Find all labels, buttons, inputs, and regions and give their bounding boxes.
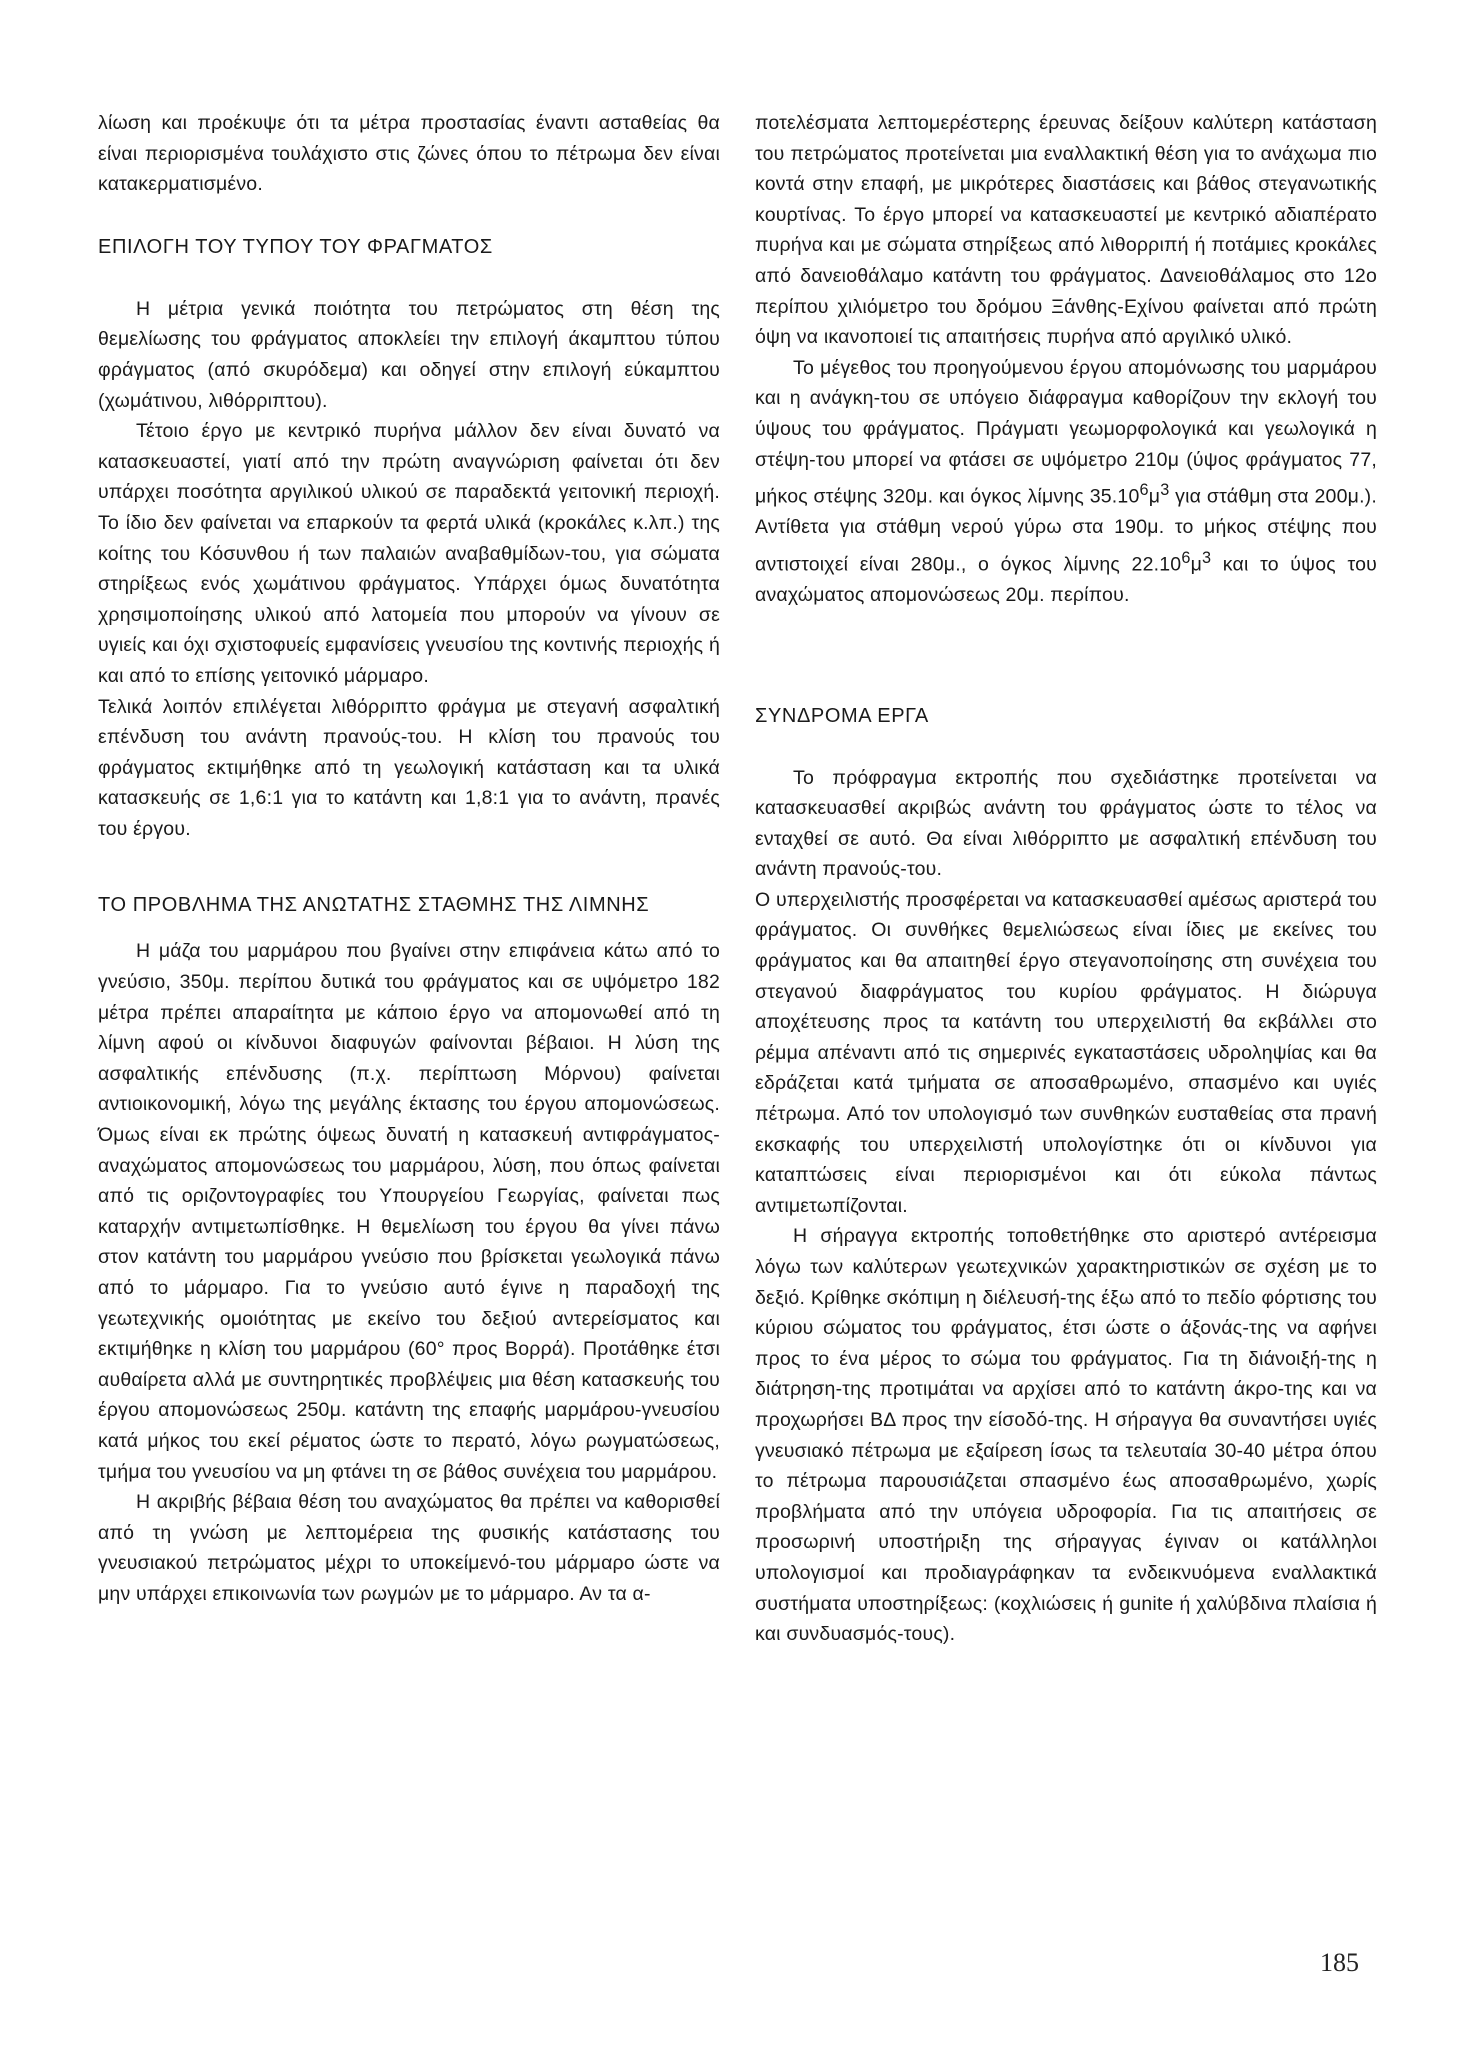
paragraph: λίωση και προέκυψε ότι τα μέτρα προστασίας έναντι ασταθείας θα είναι περιορισμένα τουλάχιστο στις ζώνες όπου το πέτρωμα δεν είναι κατακερματισμένο. bbox=[98, 112, 720, 196]
text-run: Το μέγεθος του προηγούμενου έργου απομόνωσης του μαρμάρου και η ανάγκη-του σε υπόγειο διάφραγμα καθορίζουν την εκλογή του ύψους του φράγματος. Πράγματι γεωμορφολογικά και γεωλογικά η στέψη-του μπορεί να φτάσει σε υψόμετρο 210μ (ύψος φράγματος 77, μήκος στέψης 320μ. και όγκος λίμνης 35.10 bbox=[755, 356, 1377, 508]
paragraph: Το πρόφραγμα εκτροπής που σχεδιάστηκε προτείνεται να κατασκευασθεί ακριβώς ανάντη του φράγματος ώστε το τέλος να ενταχθεί σε αυτό. Θα είναι λιθόρριπτο με ασφαλτική επένδυση του ανάντη πρανούς-του. bbox=[755, 766, 1377, 881]
paragraph: ποτελέσματα λεπτομερέστερης έρευνας δείξουν καλύτερη κατάσταση του πετρώματος προτείνεται μια εναλλακτική θέση για το ανάχωμα πιο κοντά στην επαφή, με μικρότερες διαστάσεις και βάθος στεγανωτικής κουρτίνας. Το έργο μπορεί να κατασκευαστεί με κεντρικό αδιαπέρατο πυρήνα και με σώματα στηρίξεως από λιθορριπή ή ποτάμιες κροκάλες από δανειοθάλαμο κατάντη του φράγματος. Δανειοθάλαμος στο 12ο περίπου χιλιόμετρο του δρόμου Ξάνθης-Εχίνου φαίνεται από πρώτη όψη να ικανοποιεί τις απαιτήσεις πυρήνα από αργιλικό υλικό. bbox=[755, 112, 1377, 349]
unit: μ bbox=[1190, 553, 1203, 576]
paragraph: Τελικά λοιπόν επιλέγεται λιθόρριπτο φράγμα με στεγανή ασφαλτική επένδυση του ανάντη πρανούς-του. Η κλίση του πρανούς του φράγματος εκτιμήθηκε από τη γεωλογική κατάσταση και τα υλικά κατασκευής σε 1,6:1 για το κατάντη και 1,8:1 για το ανάντη, πρανές του έργου. bbox=[98, 695, 720, 840]
unit: μ bbox=[1148, 485, 1161, 508]
paragraph: Τέτοιο έργο με κεντρικό πυρήνα μάλλον δεν είναι δυνατό να κατασκευαστεί, γιατί από την πρώτη αναγνώριση φαίνεται ότι δεν υπάρχει ποσότητα αργιλικού υλικού σε παραδεκτά γειτονική περιοχή. Το ίδιο δεν φαίνεται να επαρκούν τα φερτά υλικά (κροκάλες κ.λπ.) της κοίτης του Κόσυνθου ή των παλαιών αναβαθμίδων-του, για σώματα στηρίξεως ενός χωμάτινου φράγματος. Υπάρχει όμως δυνατότητα χρησιμοποίησης υλικού από λατομεία που μπορούν να γίνουν σε υγιείς και όχι σχιστοφυείς εμφανίσεις γνευσίου της κοντινής περιοχής ή και από το επίσης γειτονικό μάρμαρο. bbox=[98, 420, 720, 687]
section-heading-lake-level: ΤΟ ΠΡΟΒΛΗΜΑ ΤΗΣ ΑΝΩΤΑΤΗΣ ΣΤΑΘΜΗΣ ΤΗΣ ΛΙΜΝΗΣ bbox=[98, 894, 650, 917]
superscript: 6 bbox=[1139, 481, 1149, 500]
paragraph: Ο υπερχειλιστής προσφέρεται να κατασκευασθεί αμέσως αριστερά του φράγματος. Οι συνθήκες θεμελιώσεως είναι ίδιες με εκείνες του φράγματος και θα απαιτηθεί έργο στεγανοποίησης στη συνέχεια του στεγανού διαφράγματος του κυρίου φράγματος. Η διώρυγα αποχέτευσης προς τα κατάντη του υπερχειλιστή θα εκβάλλει στο ρέμμα απέναντι από τις σημερινές εγκαταστάσεις υδροληψίας και θα εδράζεται κατά τμήματα σε αποσαθρωμένο, σπασμένο και υγιές πέτρωμα. Από τον υπολογισμό των συνθηκών ευσταθείας στα πρανή εκσκαφής του υπερχειλιστή υπολογίστηκε ότι οι κίνδυνοι για καταπτώσεις είναι περιορισμένοι και ότι εύκολα πάντως αντιμετωπίζονται. bbox=[755, 888, 1377, 1217]
text-run: και το ύψος του αναχώματος απομονώσεως 20μ. περίπου. bbox=[755, 553, 1377, 606]
left-column bbox=[98, 108, 720, 1610]
paragraph-dam-height bbox=[755, 353, 1377, 611]
paragraph: Η ακριβής βέβαια θέση του αναχώματος θα πρέπει να καθορισθεί από τη γνώση με λεπτομέρεια της φυσικής κατάστασης του γνευσιακού πετρώματος μέχρι το υποκείμενό-του μάρμαρο ώστε να μην υπάρχει επικοινωνία των ρωγμών με το μάρμαρο. Αν τα α- bbox=[98, 1491, 720, 1605]
page-number: 185 bbox=[1320, 1948, 1359, 1977]
superscript: 6 bbox=[1181, 548, 1191, 567]
paragraph: Η μάζα του μαρμάρου που βγαίνει στην επιφάνεια κάτω από το γνεύσιο, 350μ. περίπου δυτικά του φράγματος και σε υψόμετρο 182 μέτρα πρέπει απαραίτητα με κάποιο έργο να απομονωθεί από τη λίμνη αφού οι κίνδυνοι διαφυγών φαίνονται βέβαιοι. Η λύση της ασφαλτικής επένδυσης (π.χ. περίπτωση Μόρνου) φαίνεται αντιοικονομική, λόγω της μεγάλης έκτασης του έργου απομονώσεως. Όμως είναι εκ πρώτης όψεως δυνατή η κατασκευή αντιφράγματος-αναχώματος απομονώσεως του μαρμάρου, λύση, που όπως φαίνεται από τις οριζοντογραφίες του Υπουργείου Γεωργίας, φαίνεται πως καταρχήν αντιμετωπίσθηκε. Η θεμελίωση του έργου θα γίνει πάνω στον κατάντη του μαρμάρου γνεύσιο που βρίσκεται γεωλογικά πάνω από το μάρμαρο. Για το γνεύσιο αυτό έγινε η παραδοχή της γεωτεχνικής ομοιότητας με εκείνο του δεξιού αντερείσματος και εκτιμήθηκε η κλίση του μαρμάρου (60° προς Βορρά). Προτάθηκε έτσι αυθαίρετα αλλά με συντηρητικές προβλέψεις μια θέση κατασκευής του έργου απομονώσεως 250μ. κατάντη της επαφής μαρμάρου-γνευσίου κατά μήκος του εκεί ρέματος ώστε το περατό, λόγω ρωγματώσεως, τμήμα του γνευσίου να μη φτάνει τη σε βάθος συνέχεια του μαρμάρου. bbox=[98, 940, 720, 1483]
superscript: 3 bbox=[1202, 548, 1212, 567]
superscript: 3 bbox=[1160, 481, 1170, 500]
paragraph: Η μέτρια γενικά ποιότητα του πετρώματος στη θέση της θεμελίωσης του φράγματος αποκλείει την επιλογή άκαμπτου τύπου φράγματος (από σκυρόδεμα) και οδηγεί στην επιλογή εύκαμπτου (χωμάτινου, λιθόρριπτου). bbox=[98, 297, 720, 412]
paragraph: Η σήραγγα εκτροπής τοποθετήθηκε στο αριστερό αντέρεισμα λόγω των καλύτερων γεωτεχνικών χαρακτηριστικών σε σχέση με το δεξιό. Κρίθηκε σκόπιμη η διέλευσή-της έξω από το πεδίο φόρτισης του κύριου σώματος του φράγματος, έτσι ώστε ο άξονάς-της να αφήνει προς το ένα μέρος το σώμα του φράγματος. Για τη διάνοιξή-της η διάτρηση-της προτιμάται να αρχίσει από το κατάντη άκρο-της και να προχωρήσει ΒΔ προς την είσοδό-της. Η σήραγγα θα συναντήσει υγιές γνευσιακό πέτρωμα με εξαίρεση ίσως τα τελευταία 30-40 μέτρα όπου το πέτρωμα παρουσιάζεται σπασμένο έως αποσαθρωμένο, χωρίς προβλήματα από την υπόγεια υδροφορία. Για τις απαιτήσεις σε προσωρινή υποστήριξη της σήραγγας έγιναν οι κατάλληλοι υπολογισμοί και προδιαγράφηκαν τα ενδεικνυόμενα εναλλακτικά συστήματα υποστηρίξεως: (κοχλιώσεις ή gunite ή χαλύβδινα πλαίσια ή και συνδυασμός-τους). bbox=[755, 1225, 1377, 1646]
right-column bbox=[755, 108, 1377, 1650]
section-heading-dam-type: ΕΠΙΛΟΓΗ ΤΟΥ ΤΥΠΟΥ ΤΟΥ ΦΡΑΓΜΑΤΟΣ bbox=[98, 235, 493, 258]
section-heading-related-works: ΣΥΝΔΡΟΜΑ ΕΡΓΑ bbox=[755, 704, 929, 727]
text-run: για στάθμη στα 200μ.). Αντίθετα για στάθμη νερού γύρω στα 190μ. το μήκος στέψης που αντιστοιχεί είναι 280μ., ο όγκος λίμνης 22.10 bbox=[755, 485, 1377, 576]
